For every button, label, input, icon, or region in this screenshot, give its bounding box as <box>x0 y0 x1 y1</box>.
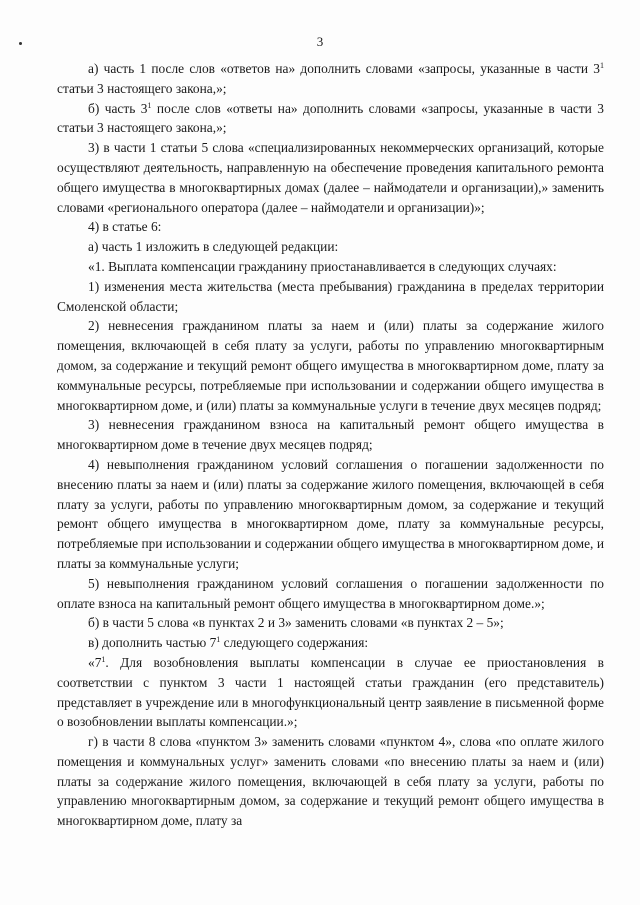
paragraph <box>57 237 604 257</box>
paragraph-text: 4) в статье 6: <box>88 219 162 235</box>
paragraph <box>57 633 604 653</box>
paragraph-text: а) часть 1 после слов «ответов на» дополнить словами «запросы, указанные в части 3 <box>88 61 600 76</box>
document-body <box>57 59 604 831</box>
superscript-index: 1 <box>216 635 221 645</box>
paragraph-text-continued: после слов «ответы на» дополнить словами «запросы, указанные в части 3 статьи 3 настоящего закона,»; <box>57 100 604 136</box>
paragraph-text-continued: . Для возобновления выплаты компенсации в случае ее приостановления в соответствии с пунктом 3 части 1 настоящей статьи гражданин (его представитель) представляет в учреждение или в многофункциональный центр заявление в письменной форме о возобновлении выплаты компенсации.»; <box>57 654 604 730</box>
paragraph-text: а) часть 1 изложить в следующей редакции: <box>88 239 339 255</box>
paragraph <box>57 99 604 139</box>
superscript-index: 1 <box>600 61 604 70</box>
paragraph-text: «7 <box>88 654 102 670</box>
paragraph <box>57 653 604 732</box>
paragraph <box>57 455 604 574</box>
paragraph-text: в) дополнить частью 7 <box>88 635 217 651</box>
paragraph-text: 1) изменения места жительства (места пребывания) гражданина в пределах территории Смоленской области; <box>57 278 604 314</box>
paragraph-text: б) часть 3 <box>88 100 148 116</box>
paragraph-text: б) в части 5 слова «в пунктах 2 и 3» заменить словами «в пунктах 2 – 5»; <box>88 615 504 631</box>
paragraph <box>57 613 604 633</box>
paragraph-text: 5) невыполнения гражданином условий соглашения о погашении задолженности по оплате взноса на капитальный ремонт общего имущества в многоквартирном доме.»; <box>57 575 604 611</box>
paragraph <box>57 59 604 99</box>
paragraph <box>57 732 604 831</box>
paragraph <box>57 257 604 277</box>
paragraph <box>57 316 604 415</box>
paragraph-text: г) в части 8 слова «пунктом 3» заменить словами «пунктом 4», слова «по оплате жилого помещения и коммунальных услуг» заменить словами «по внесению платы за наем и (или) платы за содержание жилого помещения, включающей в себя плату за услуги, работы по управлению многоквартирным домом, за содержание и текущий ремонт общего имущества в многоквартирном доме, плату за <box>57 734 604 829</box>
paragraph <box>57 138 604 217</box>
paragraph <box>57 217 604 237</box>
paragraph-text: 2) невнесения гражданином платы за наем и (или) платы за содержание жилого помещения, включающей в себя плату за услуги, работы по управлению многоквартирным домом, за содержание и текущий ремонт общего имущества в многоквартирном доме, плату за коммунальные ресурсы, потребляемые при использовании и содержании общего имущества в многоквартирном доме, и (или) платы за коммунальные услуги в течение двух месяцев подряд; <box>57 318 604 413</box>
paragraph <box>57 415 604 455</box>
superscript-index: 1 <box>147 100 152 110</box>
paragraph-text: «1. Выплата компенсации гражданину приостанавливается в следующих случаях: <box>88 258 557 274</box>
paragraph <box>57 277 604 317</box>
page-number: 3 <box>316 34 324 49</box>
paragraph <box>57 574 604 614</box>
paragraph-text-continued: статьи 3 настоящего закона,»; <box>57 80 227 96</box>
paragraph-text: 3) невнесения гражданином взноса на капитальный ремонт общего имущества в многоквартирном доме в течение двух месяцев подряд; <box>57 417 604 453</box>
paragraph-text: 3) в части 1 статьи 5 слова «специализированных некоммерческих организаций, которые осуществляют деятельность, направленную на обеспечение проведения капитального ремонта общего имущества в многоквартирных домах (далее – наймодатели и организации),» заменить словами «регионального оператора (далее – наймодатели и организации)»; <box>57 140 604 215</box>
paragraph-text: 4) невыполнения гражданином условий соглашения о погашении задолженности по внесению платы за наем и (или) платы за содержание жилого помещения, включающей в себя плату за услуги, работы по управлению многоквартирным домом, за содержание и текущий ремонт общего имущества в многоквартирном доме, плату за коммунальные ресурсы, потребляемые при использовании и содержании общего имущества в многоквартирном доме, и платы за коммунальные услуги; <box>57 456 604 571</box>
superscript-index: 1 <box>101 654 106 664</box>
paragraph-text-continued: следующего содержания: <box>220 635 369 651</box>
